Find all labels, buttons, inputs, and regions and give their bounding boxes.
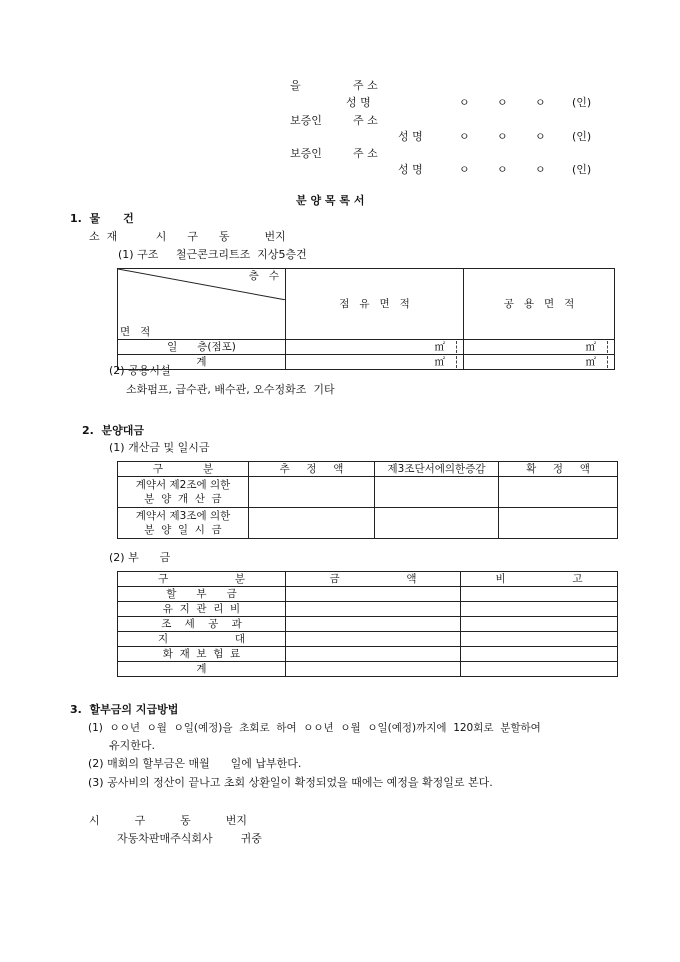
area-table-diag-header <box>118 269 286 340</box>
charges-cell <box>461 587 618 602</box>
charges-cell <box>286 587 461 602</box>
area-table-unit: ㎡ <box>286 340 464 355</box>
guarantor1-mark-1: ㅇ <box>459 130 470 143</box>
payment-item1-line1: (1) ㅇㅇ년 ㅇ월 ㅇ일(예정)을 초회로 하여 ㅇㅇ년 ㅇ월 ㅇ일(예정)까지에 120회로 분할하여 <box>88 722 541 734</box>
guarantor2-mark-3: ㅇ <box>535 163 546 176</box>
charges-row-label: 지 대 <box>118 632 286 647</box>
price-table-cell <box>249 477 375 508</box>
price-table-row-label <box>118 508 249 539</box>
payment-item3: (3) 공사비의 정산이 끝나고 초회 상환일이 확정되었을 때에는 예정을 확정일로 본다. <box>88 776 493 789</box>
charges-cell <box>461 662 618 677</box>
area-table-col-common: 공 용 면 적 <box>464 269 615 340</box>
area-table <box>117 268 615 370</box>
party-b-mark-3: ㅇ <box>535 96 546 109</box>
price-row-line2: 분 양 개 산 금 <box>144 493 222 505</box>
charges-row-label: 유 지 관 리 비 <box>118 602 286 617</box>
section2-heading: 2. 분양대금 <box>82 424 144 437</box>
guarantor2-address-label: 주 소 <box>353 147 378 160</box>
guarantor2-seal: (인) <box>572 163 592 176</box>
area-table-area-label: 면 적 <box>120 326 151 338</box>
section2-sub1-title: (1) 개산금 및 일시금 <box>109 441 210 454</box>
party-b-name-label: 성 명 <box>346 96 371 109</box>
price-table-cell <box>499 477 618 508</box>
area-table-row-label: 계 <box>118 355 286 370</box>
area-table-col-occupied: 점 유 면 적 <box>286 269 464 340</box>
charges-cell <box>286 632 461 647</box>
facilities-title: (2) 공용시설 <box>109 364 171 377</box>
price-table-row-label <box>118 477 249 508</box>
charges-table-header: 구 분 <box>118 572 286 587</box>
footer-address: 시 구 동 번지 <box>89 814 248 827</box>
charges-cell <box>461 647 618 662</box>
party-b-mark-1: ㅇ <box>459 96 470 109</box>
section3-heading: 3. 할부금의 지급방법 <box>70 703 179 716</box>
guarantor2-name-label: 성 명 <box>398 163 423 176</box>
party-b-seal: (인) <box>572 96 592 109</box>
party-b-mark-2: ㅇ <box>497 96 508 109</box>
price-row-line1: 계약서 제3조에 의한 <box>135 510 231 522</box>
price-table-cell <box>375 508 499 539</box>
price-table-header: 추 정 액 <box>249 462 375 477</box>
area-table-unit: ㎡ <box>286 355 464 370</box>
charges-table <box>117 571 618 677</box>
charges-row-label: 할 부 금 <box>118 587 286 602</box>
document-title: 분 양 목 록 서 <box>296 194 365 207</box>
area-table-unit: ㎡ <box>464 340 615 355</box>
section1-location: 소 재 시 구 동 번지 <box>89 230 286 243</box>
guarantor1-mark-3: ㅇ <box>535 130 546 143</box>
charges-row-label: 조 세 공 과 <box>118 617 286 632</box>
price-table-cell <box>249 508 375 539</box>
guarantor1-address-label: 주 소 <box>353 114 378 127</box>
guarantor1-mark-2: ㅇ <box>497 130 508 143</box>
section1-heading: 1. 물 건 <box>70 212 134 225</box>
guarantor1-seal: (인) <box>572 130 592 143</box>
charges-cell <box>286 662 461 677</box>
area-table-row-label: 일 층(점포) <box>118 340 286 355</box>
price-table <box>117 461 618 539</box>
charges-cell <box>461 602 618 617</box>
price-table-header: 확 정 액 <box>499 462 618 477</box>
charges-row-label: 계 <box>118 662 286 677</box>
charges-cell <box>461 632 618 647</box>
price-table-cell <box>375 477 499 508</box>
price-table-cell <box>499 508 618 539</box>
guarantor2-label: 보증인 <box>290 147 322 160</box>
guarantor1-name-label: 성 명 <box>398 130 423 143</box>
charges-table-header: 비 고 <box>461 572 618 587</box>
footer-recipient: 자동차판매주식회사 귀중 <box>117 832 262 845</box>
charges-table-header: 금 액 <box>286 572 461 587</box>
guarantor1-label: 보증인 <box>290 114 322 127</box>
area-table-floor-label: 층 수 <box>248 270 279 282</box>
payment-item2: (2) 매회의 할부금은 매월 일에 납부한다. <box>88 757 302 770</box>
charges-cell <box>286 602 461 617</box>
guarantor2-mark-1: ㅇ <box>459 163 470 176</box>
charges-cell <box>286 617 461 632</box>
price-table-header: 구 분 <box>118 462 249 477</box>
facilities-list: 소화펌프, 급수관, 배수관, 오수정화조 기타 <box>126 383 335 396</box>
party-b-address-label: 주 소 <box>353 79 378 92</box>
payment-item1-line2: 유지한다. <box>109 739 156 752</box>
section2-sub2-title: (2) 부 금 <box>109 551 171 564</box>
area-table-unit: ㎡ <box>464 355 615 370</box>
price-row-line1: 계약서 제2조에 의한 <box>135 479 231 491</box>
guarantor2-mark-2: ㅇ <box>497 163 508 176</box>
price-table-header: 제3조단서에의한증감 <box>375 462 499 477</box>
charges-row-label: 화 재 보 험 료 <box>118 647 286 662</box>
section1-structure: (1) 구조 철근콘크리트조 지상5층건 <box>118 248 307 261</box>
charges-cell <box>286 647 461 662</box>
party-b-label: 을 <box>290 79 301 92</box>
price-row-line2: 분 양 일 시 금 <box>144 524 222 536</box>
charges-cell <box>461 617 618 632</box>
